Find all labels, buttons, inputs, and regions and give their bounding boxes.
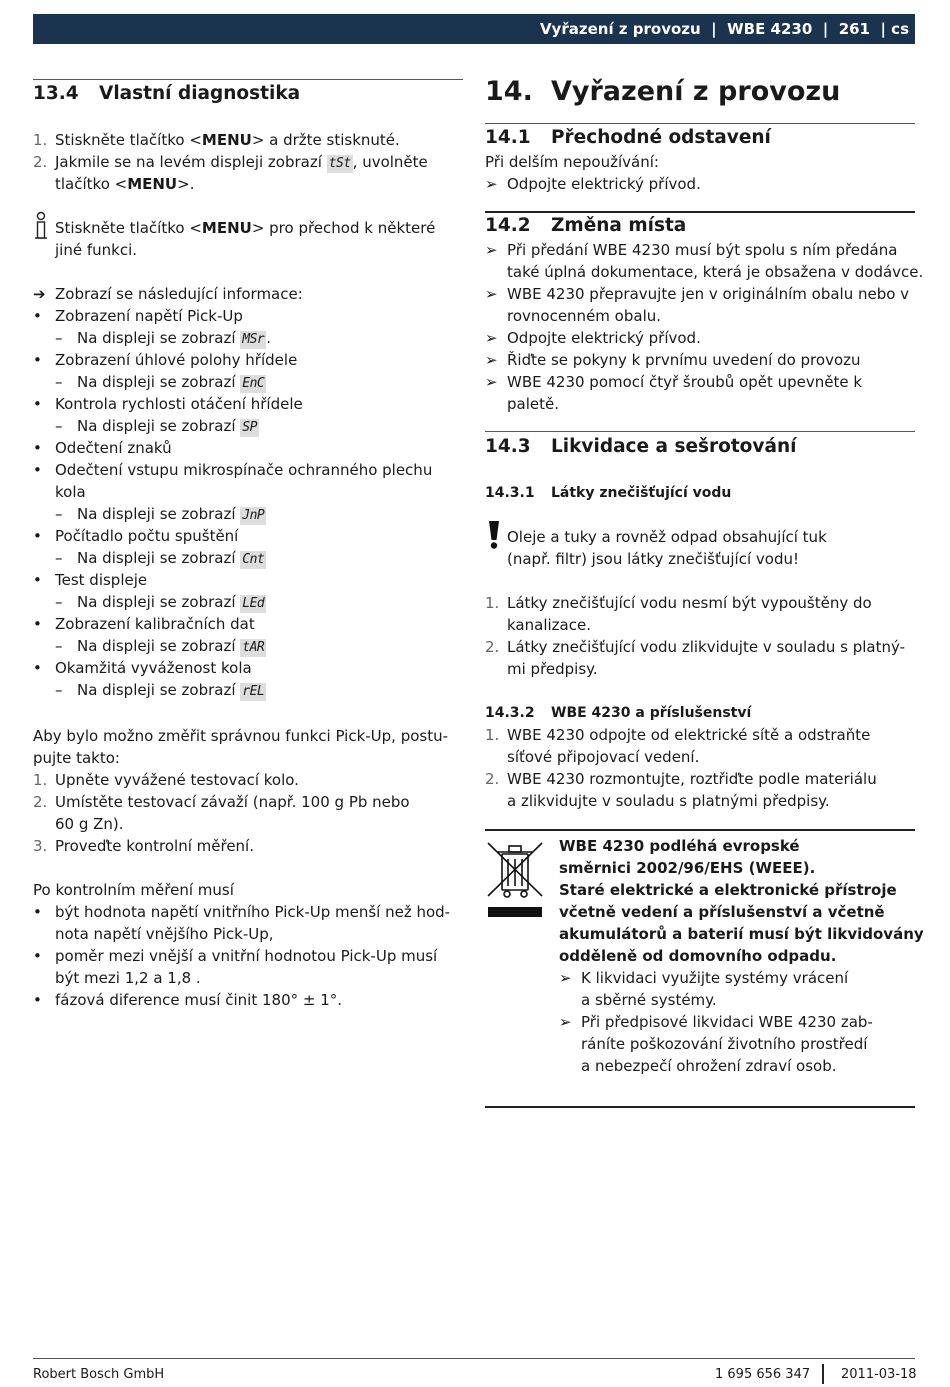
arrow-icon: ➢ [485,351,498,369]
list-subitem: – Na displeji se zobrazí SP [55,417,257,435]
footer-rule [33,1358,915,1359]
warning-line-1: Oleje a tuky a rovněž odpad obsahující tuk [507,528,827,546]
list-item: • Zobrazení úhlové polohy hřídele [33,351,298,369]
lcd-code: tSt [328,156,351,171]
lcd-code: JnP [242,508,265,523]
footer-document-number: 1 695 656 347 [715,1367,811,1382]
arrow-icon: ➢ [485,175,498,193]
list-item: • Odečtení znaků [33,439,172,457]
warning-icon [487,520,501,550]
lcd-code: MSr [242,332,265,347]
list-subitem: – Na displeji se zobrazí LEd [55,593,265,611]
warning-line-2: (např. filtr) jsou látky znečišťující vodu! [507,550,799,568]
list-item: • Zobrazení kalibračních dat [33,615,255,633]
arrow-icon: ➢ [485,241,498,259]
weee-bold-line: odděleně od domovního odpadu. [559,947,837,965]
header-section: Vyřazení z provozu [539,20,701,38]
weee-bold-line: včetně vedení a příslušenství a včetně [559,903,885,921]
step-2: 2. Jakmile se na levém displeji zobrazí tSt , uvolněte [33,153,428,171]
step-1: 1. Stiskněte tlačítko <MENU> a držte stisknuté. [33,131,400,149]
s1431-step-cont: mi předpisy. [507,660,598,678]
list-subitem: – Na displeji se zobrazí tAR [55,637,265,655]
section-13-4-heading: 13.4 Vlastní diagnostika [33,83,301,104]
section-14-3-1-heading: 14.3.1 Látky znečišťující vodu [485,485,732,501]
list-item: • Zobrazení napětí Pick-Up [33,307,243,325]
list-item: • Okamžitá vyváženost kola [33,659,252,677]
list-subitem: – Na displeji se zobrazí JnP [55,505,265,523]
page-header: Vyřazení z provozu | WBE 4230 | 261 | cs [33,14,915,44]
s142-item: ➢ WBE 4230 pomocí čtyř šroubů opět upevněte k [485,373,863,391]
weee-bold-line: Staré elektrické a elektronické přístroje [559,881,897,899]
s142-item: ➢ Odpojte elektrický přívod. [485,329,701,347]
lcd-code: tAR [242,640,265,655]
pickup-step-cont: 60 g Zn). [55,815,124,833]
footer-separator [822,1364,824,1384]
lcd-code: Cnt [242,552,265,567]
s1431-step-cont: kanalizace. [507,616,591,634]
result-arrow-icon: ➔ [33,285,46,303]
s1431-step: 1. Látky znečišťující vodu nesmí být vypouštěny do [485,594,872,612]
arrow-icon: ➢ [559,1013,572,1031]
s142-item: ➢ WBE 4230 přepravujte jen v originálním obalu nebo v [485,285,910,303]
list-subitem: – Na displeji se zobrazí EnC [55,373,265,391]
header-language: cs [891,20,909,38]
s141-intro: Při delším nepoužívání: [485,153,659,171]
weee-bold-line: akumulátorů a baterií musí být likvidovány [559,925,924,943]
section-rule [33,79,463,80]
after-bullet-cont: být mezi 1,2 a 1,8 . [55,969,201,987]
after-bullet: • poměr mezi vnější a vnitřní hodnotou Pick-Up musí [33,947,438,965]
header-product: WBE 4230 [727,20,813,38]
s142-item-cont: paletě. [507,395,559,413]
s142-item: ➢ Při předání WBE 4230 musí být spolu s ním předána [485,241,898,259]
list-subitem: – Na displeji se zobrazí Cnt [55,549,265,567]
footer-date: 2011-03-18 [841,1367,917,1382]
header-page-number: 261 [838,20,870,38]
arrow-icon: ➢ [485,329,498,347]
list-subitem: – Na displeji se zobrazí rEL [55,681,265,699]
list-item-cont: kola [55,483,86,501]
weee-top-rule [485,829,915,831]
info-icon [33,211,49,241]
list-item: • Test displeje [33,571,148,589]
section-14-3-heading: 14.3 Likvidace a sešrotování [485,436,797,457]
pickup-step: 1. Upněte vyvážené testovací kolo. [33,771,299,789]
section-14-1-heading: 14.1 Přechodné odstavení [485,127,771,148]
section-rule [485,211,915,213]
lcd-code: EnC [242,376,265,391]
pickup-intro-2: pujte takto: [33,749,120,767]
note-line-1: Stiskněte tlačítko <MENU> pro přechod k některé [55,219,436,237]
weee-item: ➢ Při předpisové likvidaci WBE 4230 zab- [559,1013,873,1031]
lcd-code: SP [242,420,257,435]
s142-item-cont: rovnocenném obalu. [507,307,662,325]
section-rule [485,431,915,432]
weee-bold-line: WBE 4230 podléhá evropské [559,837,800,855]
arrow-icon: ➢ [485,373,498,391]
lcd-code: rEL [242,684,265,699]
weee-item-cont: a sběrné systémy. [581,991,717,1009]
s1432-step-cont: síťové připojovací vedení. [507,748,700,766]
s1432-step-cont: a zlikvidujte v souladu s platnými předpisy. [507,792,830,810]
list-subitem: – Na displeji se zobrazí MSr . [55,329,272,347]
weee-bold-line: směrnici 2002/96/EHS (WEEE). [559,859,816,877]
crossed-out-bin-icon [485,840,545,920]
weee-bottom-rule [485,1106,915,1108]
section-14-2-heading: 14.2 Změna místa [485,215,687,236]
after-bullet-cont: nota napětí vnějšího Pick-Up, [55,925,274,943]
after-intro: Po kontrolním měření musí [33,881,234,899]
arrow-icon: ➢ [559,969,572,987]
lcd-code: LEd [242,596,265,611]
s1432-step: 2. WBE 4230 rozmontujte, roztřiďte podle materiálu [485,770,877,788]
section-14-3-2-heading: 14.3.2 WBE 4230 a příslušenství [485,705,752,721]
arrow-icon: ➢ [485,285,498,303]
footer-company: Robert Bosch GmbH [33,1367,165,1382]
list-item: • Odečtení vstupu mikrospínače ochranného plechu [33,461,433,479]
s142-item: ➢ Řiďte se pokyny k prvnímu uvedení do provozu [485,351,861,369]
pickup-intro-1: Aby bylo možno změřit správnou funkci Pick-Up, postu- [33,727,449,745]
result-intro: ➔ Zobrazí se následující informace: [33,285,303,303]
step-2-cont: tlačítko <MENU>. [55,175,195,193]
s142-item-cont: také úplná dokumentace, která je obsažena v dodávce. [507,263,924,281]
after-bullet: • fázová diference musí činit 180° ± 1°. [33,991,343,1009]
note-line-2: jiné funkci. [55,241,138,259]
chapter-14-heading: 14. Vyřazení z provozu [485,76,841,107]
pickup-step: 2. Umístěte testovací závaží (např. 100 g Pb nebo [33,793,410,811]
s1432-step: 1. WBE 4230 odpojte od elektrické sítě a odstraňte [485,726,871,744]
s1431-step: 2. Látky znečišťující vodu zlikvidujte v souladu s platný- [485,638,906,656]
after-bullet: • být hodnota napětí vnitřního Pick-Up menší než hod- [33,903,451,921]
weee-item-cont: ráníte poškozování životního prostředí [581,1035,868,1053]
list-item: • Počítadlo počtu spuštění [33,527,239,545]
section-rule [485,123,915,124]
weee-item: ➢ K likvidaci využijte systémy vrácení [559,969,849,987]
s141-item: ➢ Odpojte elektrický přívod. [485,175,701,193]
weee-item-cont: a nebezpečí ohrožení zdraví osob. [581,1057,837,1075]
list-item: • Kontrola rychlosti otáčení hřídele [33,395,303,413]
pickup-step: 3. Proveďte kontrolní měření. [33,837,254,855]
